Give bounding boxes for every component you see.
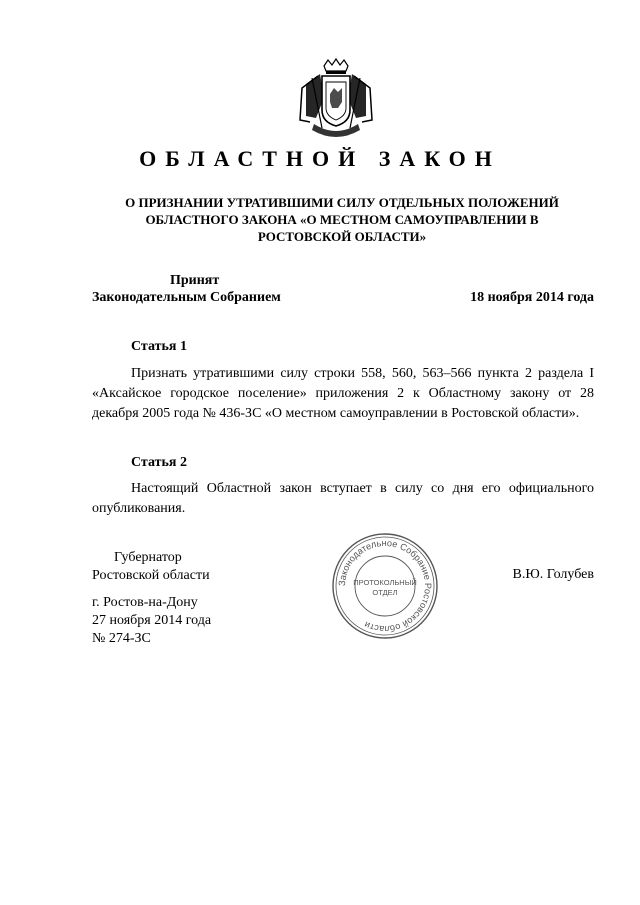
article-1-heading: Статья 1	[131, 339, 187, 354]
article-1-text: Признать утратившими силу строки 558, 560, 563–566 пункта 2 раздела I «Аксайское городское поселение» приложения 2 к Областному закону от 28 декабря 2005 года № 436-ЗС «О местном самоуправлении в Ростовской области».	[92, 366, 594, 421]
document-title-line: ОБЛАСТНОГО ЗАКОНА «О МЕСТНОМ САМОУПРАВЛЕНИИ В	[145, 212, 539, 227]
official-stamp	[330, 531, 440, 641]
document-type: ОБЛАСТНОЙ ЗАКОН	[139, 146, 501, 171]
coat-of-arms-icon	[296, 58, 376, 142]
issue-place: г. Ростов-на-Дону	[92, 595, 198, 610]
stamp-ring-text: Законодательное Собрание Ростовской области	[336, 537, 434, 635]
law-number: № 274-ЗС	[92, 631, 151, 646]
adopting-body: Законодательным Собранием	[92, 290, 281, 305]
article-2-text: Настоящий Областной закон вступает в силу со дня его официального опубликования.	[92, 481, 594, 516]
stamp-center-line: ОТДЕЛ	[372, 588, 398, 597]
adoption-date: 18 ноября 2014 года	[470, 290, 594, 305]
document-title-line: РОСТОВСКОЙ ОБЛАСТИ»	[257, 229, 427, 244]
document-title	[90, 194, 594, 245]
issue-info	[92, 594, 211, 648]
document-title-line: О ПРИЗНАНИИ УТРАТИВШИМИ СИЛУ ОТДЕЛЬНЫХ ПОЛОЖЕНИЙ	[125, 195, 559, 210]
stamp-center-line: ПРОТОКОЛЬНЫЙ	[353, 578, 417, 587]
signatory-name: В.Ю. Голубев	[512, 567, 594, 582]
signatory-title-line: Ростовской области	[92, 568, 210, 583]
signatory-title-line: Губернатор	[114, 550, 182, 565]
adopted-label: Принят	[170, 273, 220, 288]
article-2-heading: Статья 2	[131, 455, 187, 470]
signatory-title	[92, 549, 210, 585]
issue-date: 27 ноября 2014 года	[92, 613, 212, 628]
